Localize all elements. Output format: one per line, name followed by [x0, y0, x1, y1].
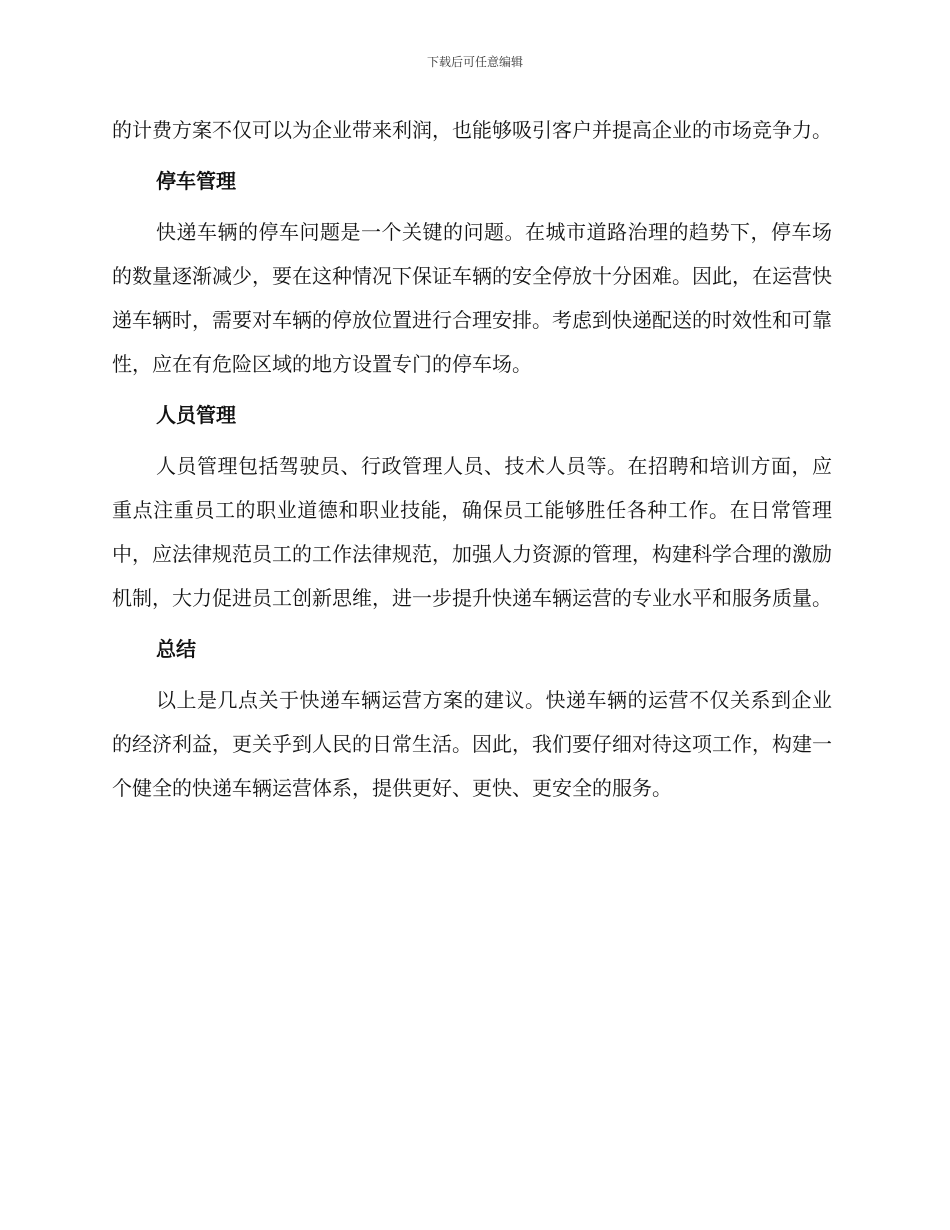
section-parking — [112, 166, 832, 386]
section-personnel — [112, 400, 832, 620]
section-body-personnel: 人员管理包括驾驶员、行政管理人员、技术人员等。在招聘和培训方面，应重点注重员工的职业道德和职业技能，确保员工能够胜任各种工作。在日常管理中，应法律规范员工的工作法律规范，加强人力资源的管理，构建科学合理的激励机制，大力促进员工创新思维，进一步提升快递车辆运营的专业水平和服务质量。 — [112, 454, 832, 610]
section-heading-parking: 停车管理 — [156, 169, 236, 193]
section-body-summary: 以上是几点关于快递车辆运营方案的建议。快递车辆的运营不仅关系到企业的经济利益，更关乎到人民的日常生活。因此，我们要仔细对待这项工作，构建一个健全的快递车辆运营体系，提供更好、更快、更安全的服务。 — [112, 688, 832, 800]
section-heading-personnel: 人员管理 — [156, 403, 236, 427]
page-header-note: 下载后可任意编辑 — [426, 55, 523, 69]
section-body-parking: 快递车辆的停车问题是一个关键的问题。在城市道路治理的趋势下，停车场的数量逐渐减少，要在这种情况下保证车辆的安全停放十分困难。因此，在运营快递车辆时，需要对车辆的停放位置进行合理安排。考虑到快递配送的时效性和可靠性，应在有危险区域的地方设置专门的停车场。 — [112, 220, 832, 376]
section-summary — [112, 634, 832, 810]
document-body — [112, 108, 832, 810]
intro-paragraph: 的计费方案不仅可以为企业带来利润，也能够吸引客户并提高企业的市场竞争力。 — [112, 118, 832, 142]
section-heading-summary: 总结 — [156, 637, 196, 661]
